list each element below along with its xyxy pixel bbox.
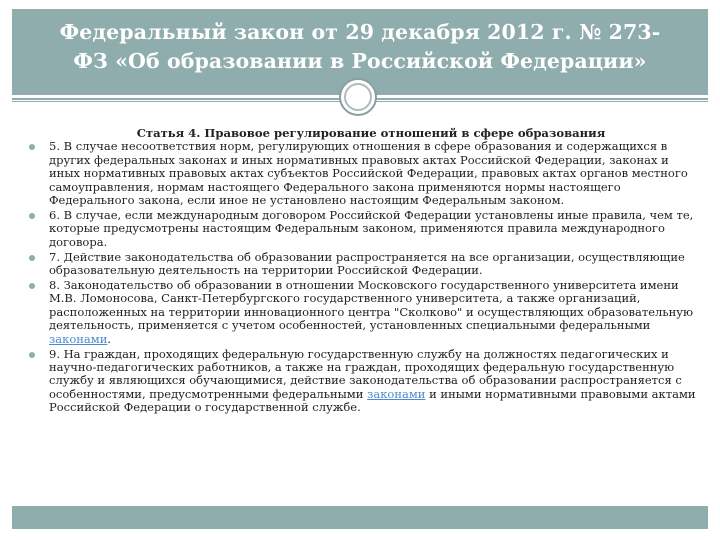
list-item (24, 348, 700, 415)
page-title (12, 18, 708, 76)
bullet-icon (29, 255, 35, 261)
item-text: 6. В случае, если международным договором Российской Федерации установлены иные правила, чем те, которые предусмотрены настоящим Федеральным законом, применяются правила международного договора. (49, 207, 694, 249)
item-text: 9. На граждан, проходящих федеральную государственную службу на должностях педагогических и научно-педагогических работников, а также на граждан, проходящих федеральную государственную службу и являющихся обучающимися, действие законодательства об образовании распространяется с особенностями, предусмотренными федеральными (49, 346, 682, 401)
item-text-end: . (107, 331, 112, 346)
decorative-circle-icon (339, 78, 377, 116)
bullet-icon (29, 352, 35, 358)
decorative-circle-inner (344, 83, 372, 111)
laws-link[interactable]: законами (367, 386, 426, 401)
title-line-2: ФЗ «Об образовании в Российской Федерации» (73, 49, 647, 73)
item-text-end: и иными нормативными правовыми актами Российской Федерации о государственной службе. (49, 386, 696, 415)
bullet-icon (29, 283, 35, 289)
item-text: 8. Законодательство об образовании в отношении Московского государственного университета имени М.В. Ломоносова, Санкт-Петербургского государственного университета, а также организаций, расположенных на территории инновационного центра "Сколково" и осуществляющих образовательную деятельность, применяется с учетом особенностей, установленных специальными федеральными (49, 277, 694, 333)
law-items-list (24, 140, 700, 414)
list-item (24, 251, 700, 278)
list-item (24, 140, 700, 207)
bullet-icon (29, 144, 35, 150)
laws-link[interactable]: законами (49, 331, 108, 346)
slide (12, 9, 708, 529)
footer-bar (12, 506, 708, 529)
content-area (24, 127, 700, 416)
item-text: 5. В случае несоответствия норм, регулирующих отношения в сфере образования и содержащихся в других федеральных законах и иных нормативных правовых актах Российской Федерации, законах и иных нормативных правовых актах субъектов Российской Федерации, правовых актах органов местного самоуправления, нормам настоящего Федерального закона применяются нормы настоящего Федерального закона, если иное не установлено настоящим Федеральным законом. (49, 139, 688, 208)
item-text: 7. Действие законодательства об образовании распространяется на все организации, осуществляющие образовательную деятельность на территории Российской Федерации. (49, 249, 685, 278)
list-item (24, 209, 700, 249)
title-line-1: Федеральный закон от 29 декабря 2012 г. № 273- (59, 20, 661, 44)
article-heading: Статья 4. Правовое регулирование отношений в сфере образования (136, 126, 606, 140)
bullet-icon (29, 213, 35, 219)
list-item (24, 279, 700, 346)
